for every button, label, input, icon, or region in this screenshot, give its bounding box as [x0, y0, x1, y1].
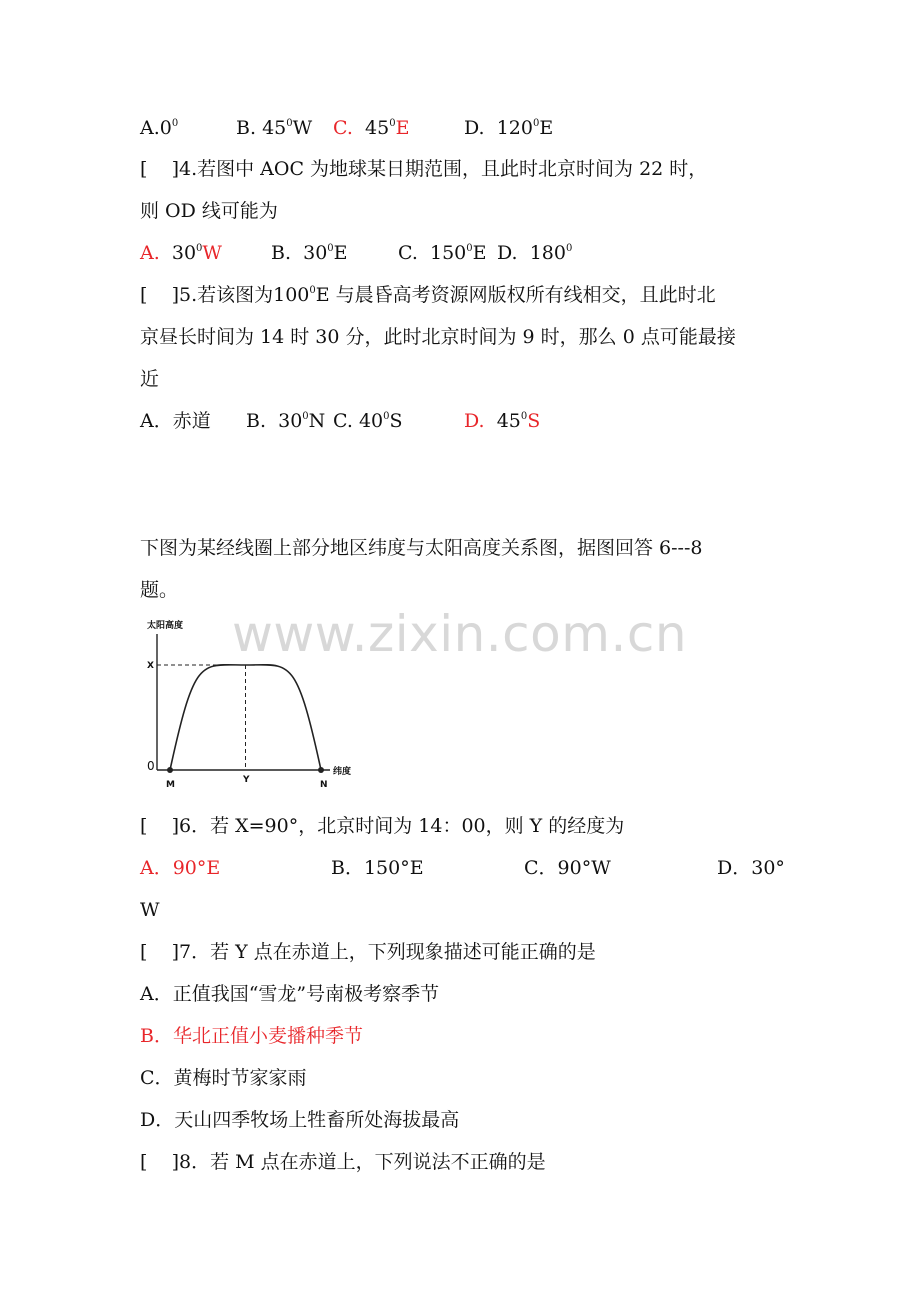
x-tick-n: N [320, 780, 328, 790]
q7-option-b: B．华北正值小麦播种季节 [140, 1025, 363, 1047]
q4-option-d: D. $180^0$ [497, 242, 573, 264]
q7-stem: [ ]7．若 Y 点在赤道上，下列现象描述可能正确的是 [140, 941, 596, 963]
q3-option-c: C. $45^0E$ [333, 117, 410, 139]
q3-option-d: D. $120^0E$ [464, 117, 554, 139]
q5-option-c: C. $40^0S$ [333, 410, 403, 432]
q4-option-c: C. $150^0E$ [398, 242, 487, 264]
x-tick-y: Y [243, 775, 250, 785]
q4-stem-line-2: 则 OD 线可能为 [140, 200, 278, 222]
y-tick-zero: 0 [147, 759, 155, 773]
q4-option-a: A. $30^0W$ [140, 242, 222, 264]
q4-answer-bracket: [ ] [140, 158, 179, 180]
y-tick-x: X [147, 661, 154, 671]
q5-stem-line-3: 近 [140, 368, 160, 390]
x-tick-m: M [166, 780, 175, 790]
q6-option-b: B．150°E [331, 857, 424, 879]
q4-option-b: B. $30^0E$ [271, 242, 348, 264]
sun-altitude-chart [140, 616, 370, 794]
q6-answer-bracket: [ ] [140, 815, 179, 837]
q5-answer-bracket: [ ] [140, 284, 179, 306]
q3-option-a: $A.0^0$ [140, 117, 179, 139]
q7-answer-bracket: [ ] [140, 941, 179, 963]
q5-stem-line-1: [ ]5.若该图为$100^0E$ 与晨昏高考资源网版权所有线相交，且此时北 [140, 284, 716, 306]
q7-option-d: D．天山四季牧场上牲畜所处海拔最高 [140, 1109, 460, 1131]
q7-option-a: A．正值我国“雪龙”号南极考察季节 [140, 983, 440, 1005]
q6-option-d: D．30° [717, 857, 785, 879]
x-axis-label: 纬度 [333, 767, 352, 777]
q6-option-c: C．90°W [524, 857, 611, 879]
q6-option-a: A．90°E [140, 857, 221, 879]
q7-option-c: C．黄梅时节家家雨 [140, 1067, 307, 1089]
point-n-dot [318, 767, 324, 773]
intro-line-2: 题。 [140, 579, 179, 601]
q5-option-a: A．赤道 [140, 410, 211, 432]
q5-option-d: D. $45^0S$ [464, 410, 541, 432]
watermark: www.zixin.com.cn [232, 605, 688, 663]
q4-stem-line-1: [ ]4.若图中 AOC 为地球某日期范围，且此时北京时间为 22 时， [140, 158, 708, 180]
q3-option-b: B. $45^0W$ [236, 117, 313, 139]
q8-answer-bracket: [ ] [140, 1151, 179, 1173]
q6-option-d-continued: W [140, 899, 160, 921]
point-m-dot [167, 767, 173, 773]
intro-line-1: 下图为某经线圈上部分地区纬度与太阳高度关系图，据图回答 6---8 [140, 537, 703, 559]
q5-stem-line-2: 京昼长时间为 14 时 30 分，此时北京时间为 9 时，那么 0 点可能最接 [140, 326, 736, 348]
q6-stem: [ ]6．若 X=90°，北京时间为 14：00，则 Y 的经度为 [140, 815, 625, 837]
q8-stem: [ ]8．若 M 点在赤道上，下列说法不正确的是 [140, 1151, 546, 1173]
q5-option-b: B. $30^0N$ [246, 410, 326, 432]
y-axis-label: 太阳高度 [147, 621, 184, 631]
